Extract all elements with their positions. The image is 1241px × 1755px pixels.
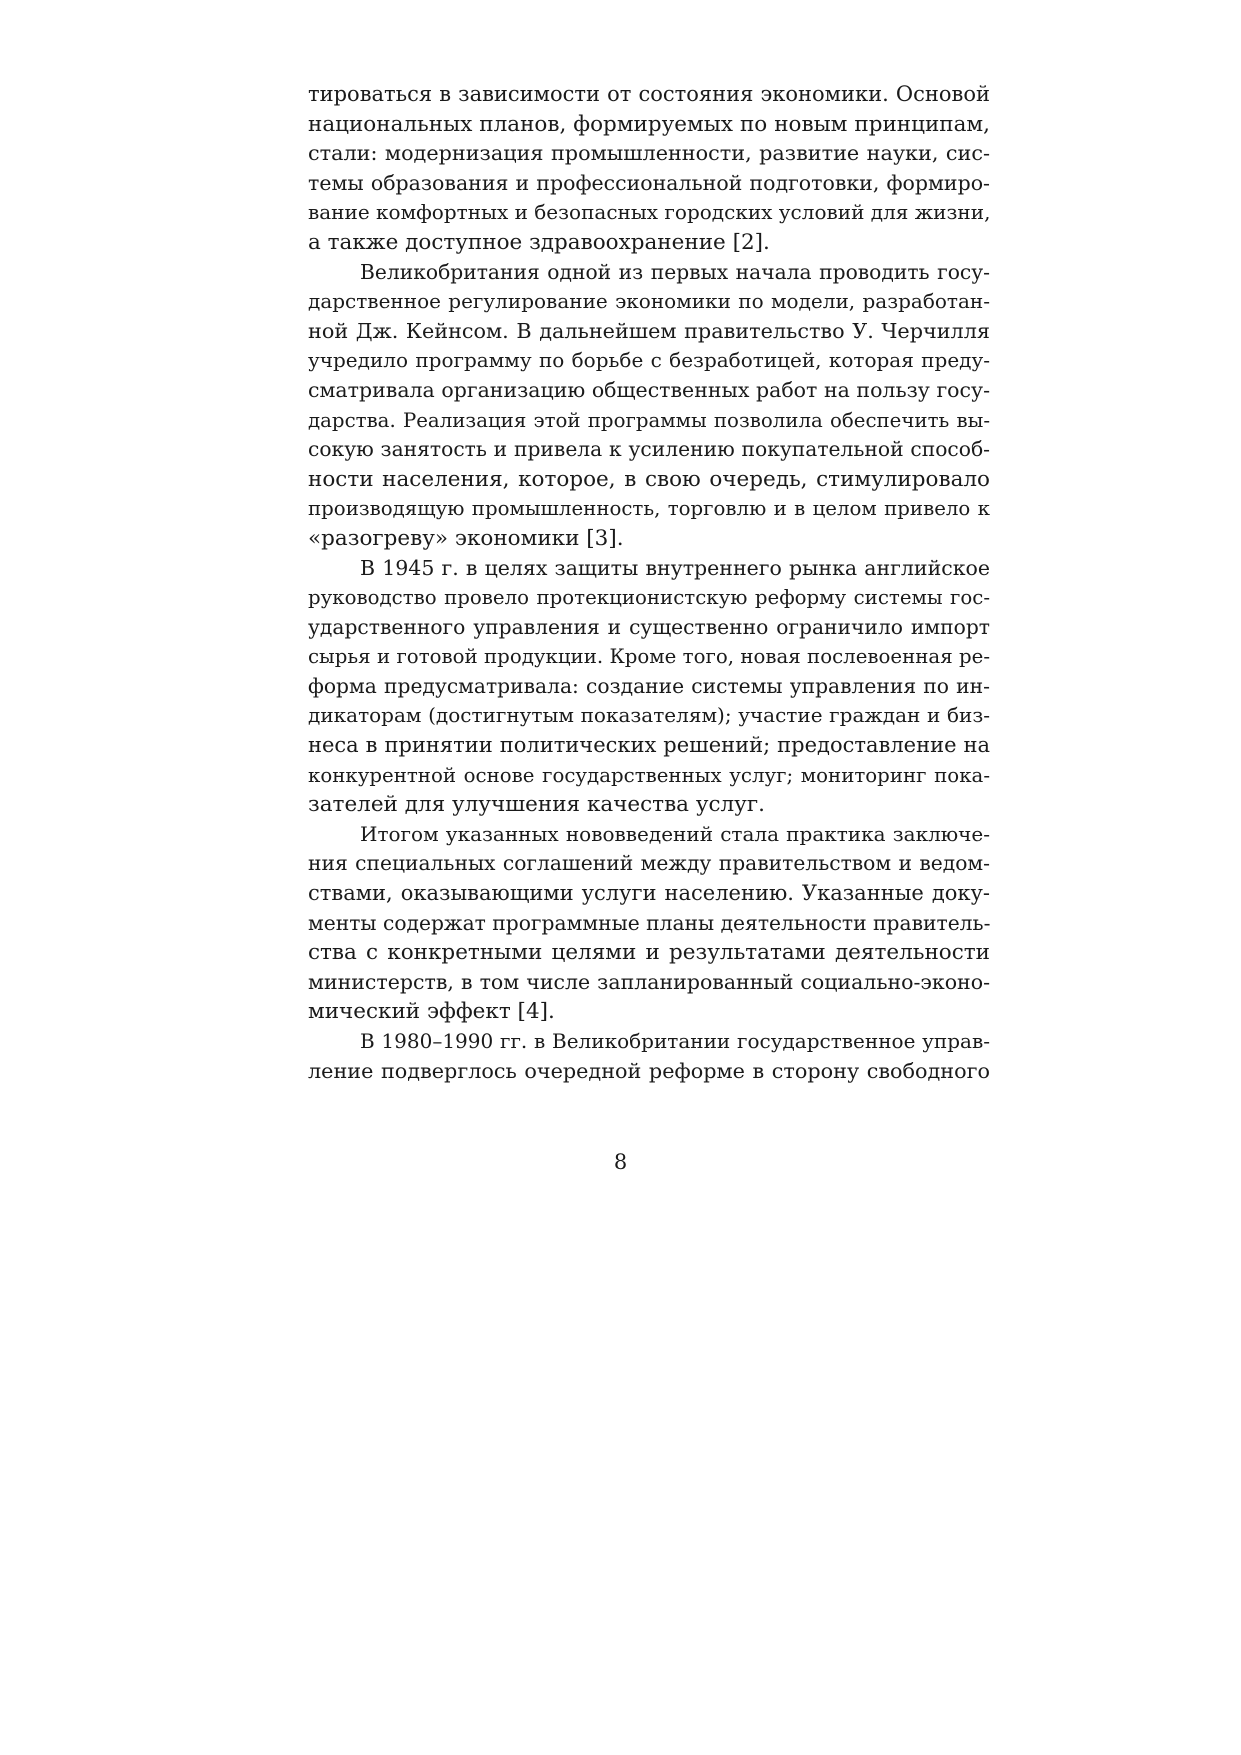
text-line: учредило программу по борьбе с безработицей, которая преду-: [308, 348, 990, 373]
text-line: тироваться в зависимости от состояния экономики. Основой: [308, 82, 990, 106]
text-line: неса в принятии политических решений; предоставление на: [308, 733, 990, 758]
text-line: производящую промышленность, торговлю и в целом привело к: [308, 497, 990, 521]
text-line: конкурентной основе государственных услуг; мониторинг пока-: [308, 763, 990, 787]
text-line: руководство провело протекционистскую реформу системы гос-: [308, 586, 990, 610]
text-line: ударственного управления и существенно ограничило импорт: [308, 614, 990, 639]
page-body: [308, 80, 990, 1086]
text-line: мический эффект [4].: [308, 999, 555, 1025]
text-line: форма предусматривала: создание системы управления по ин-: [308, 673, 990, 698]
text-line: ствами, оказывающими услуги населению. Указанные доку-: [308, 881, 990, 906]
text-line: ния специальных соглашений между правительством и ведом-: [308, 851, 990, 876]
text-line: сматривала организацию общественных работ на пользу госу-: [308, 377, 990, 402]
text-line: «разогреву» экономики [3].: [308, 525, 624, 551]
text-line: сырья и готовой продукции. Кроме того, новая послевоенная ре-: [308, 645, 990, 669]
text-line: дарства. Реализация этой программы позволила обеспечить вы-: [308, 408, 990, 432]
text-line: национальных планов, формируемых по новым принципам,: [308, 111, 990, 137]
text-line: В 1945 г. в целях защиты внутреннего рынка английское: [360, 555, 990, 580]
text-line: Великобритания одной из первых начала проводить госу-: [360, 259, 990, 284]
text-line: стали: модернизация промышленности, развитие науки, сис-: [308, 141, 990, 166]
text-line: ной Дж. Кейнсом. В дальнейшем правительство У. Черчилля: [308, 318, 990, 343]
text-line: ности населения, которое, в свою очередь, стимулировало: [308, 466, 990, 492]
page-number: 8: [613, 1150, 628, 1174]
paragraph-3: [308, 554, 990, 820]
text-line: темы образования и профессиональной подготовки, формиро-: [308, 170, 990, 195]
paragraph-5: [308, 1027, 990, 1086]
text-line: Итогом указанных нововведений стала практика заключе-: [360, 821, 990, 846]
paragraph-4: [308, 820, 990, 1027]
text-line: зателей для улучшения качества услуг.: [308, 792, 765, 818]
text-line: ства с конкретными целями и результатами деятельности: [308, 940, 990, 966]
text-line: В 1980–1990 гг. в Великобритании государственное управ-: [360, 1029, 990, 1053]
text-line: ление подверглось очередной реформе в сторону свободного: [308, 1058, 990, 1083]
paragraph-1: [308, 80, 990, 258]
text-line: дикаторам (достигнутым показателям); участие граждан и биз-: [308, 703, 990, 728]
text-line: вание комфортных и безопасных городских условий для жизни,: [308, 200, 991, 225]
text-line: сокую занятость и привела к усилению покупательной способ-: [308, 437, 990, 462]
text-line: менты содержат программные планы деятельности правитель-: [308, 910, 991, 935]
text-line: дарственное регулирование экономики по модели, разработан-: [308, 289, 990, 314]
text-line: а также доступное здравоохранение [2].: [308, 229, 770, 255]
text-line: министерств, в том числе запланированный социально-эконо-: [308, 969, 990, 994]
paragraph-2: [308, 258, 990, 554]
